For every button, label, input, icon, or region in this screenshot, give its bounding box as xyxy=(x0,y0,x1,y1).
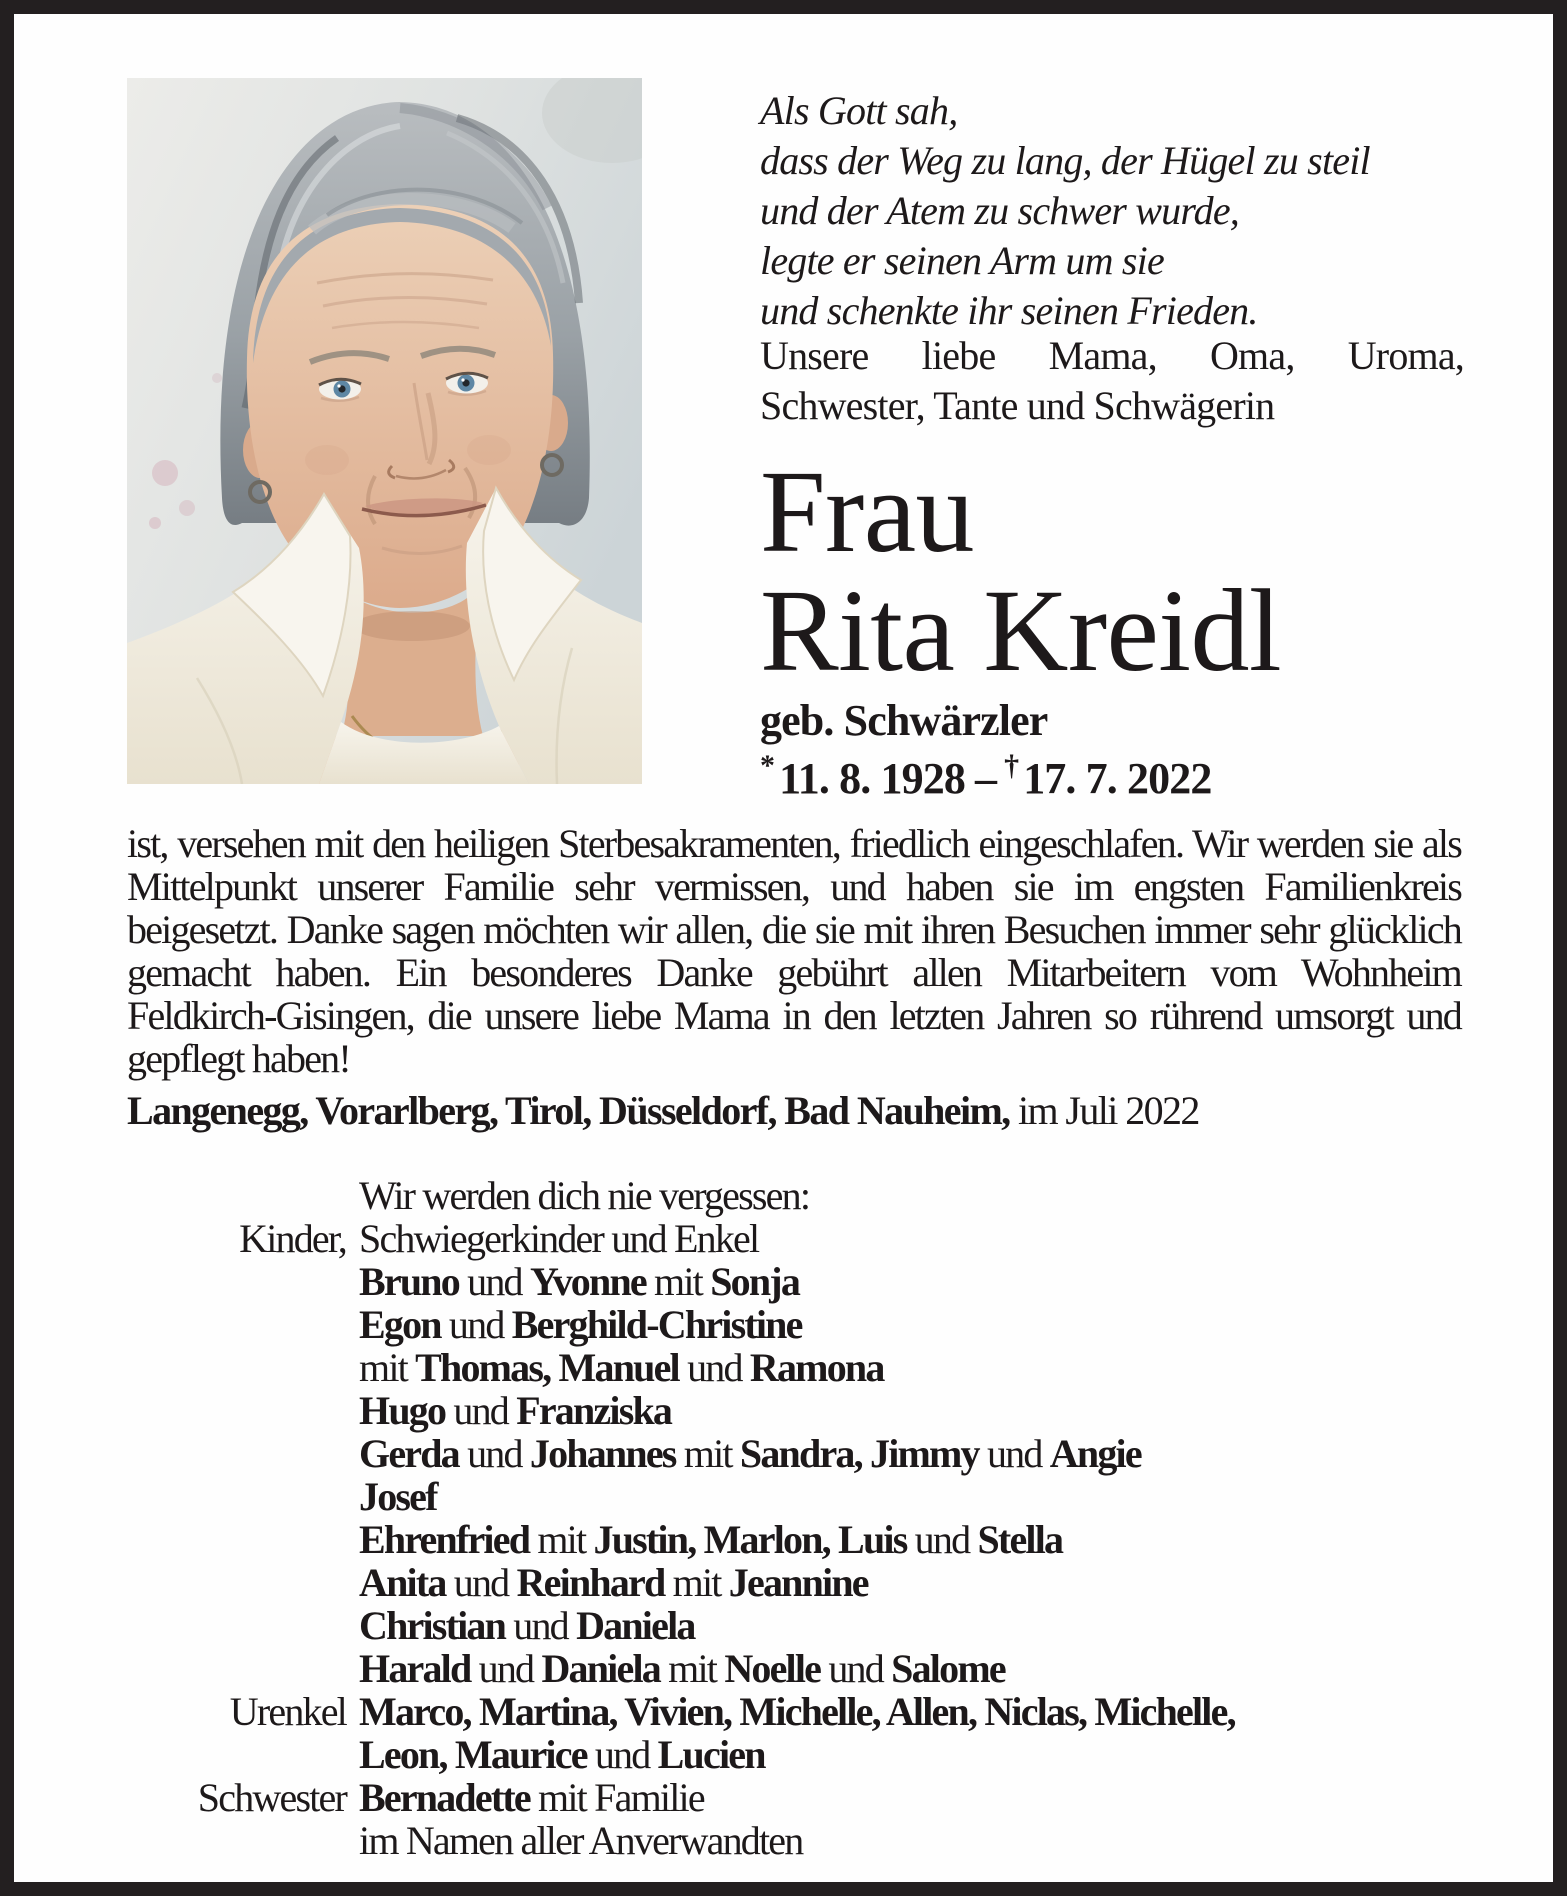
family-name: Leon, Maurice xyxy=(359,1732,587,1777)
connector-text: mit xyxy=(675,1431,740,1476)
family-name: Marco, Martina, Vivien, Michelle, Allen, Niclas, Michelle, xyxy=(359,1689,1235,1734)
names-line xyxy=(359,1346,884,1389)
connector-text: und xyxy=(678,1345,750,1390)
family-name: Stella xyxy=(977,1517,1063,1562)
connector-text: und xyxy=(440,1302,512,1347)
family-row xyxy=(127,1346,1461,1389)
relation-label xyxy=(127,1475,359,1518)
connector-text: und xyxy=(978,1431,1050,1476)
connector-text: Wir werden dich nie vergessen: xyxy=(359,1173,810,1218)
connector-text: mit xyxy=(359,1345,416,1390)
family-name: Daniela xyxy=(541,1646,660,1691)
family-row xyxy=(127,1647,1461,1690)
family-row xyxy=(127,1604,1461,1647)
names-line xyxy=(359,1776,704,1819)
names-line xyxy=(359,1217,758,1260)
names-line xyxy=(359,1260,799,1303)
connector-text: mit Familie xyxy=(529,1775,704,1820)
family-row xyxy=(127,1776,1461,1819)
family-row xyxy=(127,1303,1461,1346)
names-line xyxy=(359,1604,695,1647)
relation-label xyxy=(127,1174,359,1217)
deceased-name: Rita Kreidl xyxy=(760,565,1282,696)
connector-text: und xyxy=(445,1560,517,1605)
names-line xyxy=(359,1174,809,1217)
relation-label xyxy=(127,1561,359,1604)
family-name: Reinhard xyxy=(516,1560,665,1605)
family-name: Johannes xyxy=(529,1431,676,1476)
relation-label xyxy=(127,1303,359,1346)
family-row xyxy=(127,1475,1461,1518)
names-line xyxy=(359,1475,437,1518)
family-row xyxy=(127,1561,1461,1604)
family-row xyxy=(127,1260,1461,1303)
family-name: Salome xyxy=(891,1646,1005,1691)
family-name: Harald xyxy=(359,1646,471,1691)
family-name: Lucien xyxy=(657,1732,765,1777)
connector-text: und xyxy=(906,1517,978,1562)
relation-label xyxy=(127,1432,359,1475)
family-name: Thomas, Manuel xyxy=(415,1345,679,1390)
family-name: Berghild-Christine xyxy=(511,1302,802,1347)
family-name: Daniela xyxy=(576,1603,695,1648)
relation-label xyxy=(127,1604,359,1647)
death-date: 17. 7. 2022 xyxy=(1023,754,1212,804)
relation-label: Kinder, xyxy=(239,1216,346,1261)
names-line xyxy=(359,1561,868,1604)
death-cross-symbol: † xyxy=(1004,749,1019,782)
portrait-svg xyxy=(127,78,642,784)
family-name: Franziska xyxy=(516,1388,672,1433)
family-name: Bernadette xyxy=(359,1775,530,1820)
relation-label: Urenkel xyxy=(229,1689,346,1734)
poem-line: und der Atem zu schwer wurde, xyxy=(760,188,1239,233)
relation-label xyxy=(127,1733,359,1776)
connector-text: und xyxy=(445,1388,517,1433)
family-name: Angie xyxy=(1049,1431,1141,1476)
deceased-title xyxy=(760,446,1464,696)
dates-separator: – xyxy=(974,754,997,804)
family-name: Justin, Marlon, Luis xyxy=(593,1517,907,1562)
salutation: Frau xyxy=(760,446,974,577)
family-name: Egon xyxy=(359,1302,441,1347)
connector-text: und xyxy=(586,1732,658,1777)
connector-text: und xyxy=(470,1646,542,1691)
poem-line: Als Gott sah, xyxy=(760,88,958,133)
intro-text xyxy=(760,331,1464,431)
location-line xyxy=(127,1089,1461,1132)
family-name: Ehrenfried xyxy=(359,1517,530,1562)
connector-text: und xyxy=(820,1646,892,1691)
family-row xyxy=(127,1217,1461,1260)
names-line xyxy=(359,1303,802,1346)
intro-line: Schwester, Tante und Schwägerin xyxy=(760,383,1275,428)
family-name: Josef xyxy=(359,1474,437,1519)
birth-star-symbol: * xyxy=(760,749,775,782)
poem-line: legte er seinen Arm um sie xyxy=(760,238,1164,283)
birth-date: 11. 8. 1928 xyxy=(779,754,965,804)
poem-line: dass der Weg zu lang, der Hügel zu steil xyxy=(760,138,1370,183)
connector-text: und xyxy=(458,1259,530,1304)
family-name: Sonja xyxy=(710,1259,800,1304)
family-name: Ramona xyxy=(749,1345,884,1390)
connector-text: mit xyxy=(645,1259,711,1304)
connector-text: mit xyxy=(664,1560,729,1605)
family-name: Jeannine xyxy=(728,1560,868,1605)
location-places: Langenegg, Vorarlberg, Tirol, Düsseldorf, Bad Nauheim, xyxy=(127,1088,1010,1133)
location-date: im Juli 2022 xyxy=(1018,1088,1199,1133)
family-row xyxy=(127,1432,1461,1475)
family-row xyxy=(127,1690,1461,1733)
family-row xyxy=(127,1733,1461,1776)
relation-label xyxy=(127,1389,359,1432)
family-row xyxy=(127,1819,1461,1862)
maiden-name: geb. Schwärzler xyxy=(760,696,1048,745)
family-list xyxy=(127,1174,1461,1862)
connector-text: und xyxy=(505,1603,577,1648)
names-line xyxy=(359,1819,802,1862)
poem-line: und schenkte ihr seinen Frieden. xyxy=(760,288,1258,333)
family-name: Hugo xyxy=(359,1388,446,1433)
names-line xyxy=(359,1432,1141,1475)
names-line xyxy=(359,1690,1235,1733)
portrait-photo xyxy=(127,78,642,784)
relation-label xyxy=(127,1819,359,1862)
family-name: Bruno xyxy=(359,1259,459,1304)
family-row xyxy=(127,1174,1461,1217)
family-name: Sandra, Jimmy xyxy=(739,1431,979,1476)
names-line xyxy=(359,1518,1062,1561)
family-row xyxy=(127,1518,1461,1561)
connector-text: Schwiegerkinder und Enkel xyxy=(359,1216,759,1261)
family-name: Gerda xyxy=(359,1431,459,1476)
relation-label xyxy=(127,1346,359,1389)
names-line xyxy=(359,1389,671,1432)
family-name: Yvonne xyxy=(529,1259,646,1304)
relation-label xyxy=(127,1260,359,1303)
relation-label: Schwester xyxy=(197,1775,346,1820)
family-name: Christian xyxy=(359,1603,506,1648)
obituary-body-text: ist, versehen mit den heiligen Sterbesakramenten, friedlich eingeschlafen. Wir werden sie als Mittelpunkt unserer Familie sehr vermissen, und haben sie im engsten Familienkreis beigesetzt. Danke sagen möchten wir allen, die sie mit ihren Besuchen immer sehr glücklich gemacht haben. Ein besonderes Danke gebührt allen Mitarbeitern vom Wohnheim Feldkirch-Gisingen, die unsere liebe Mama in den letzten Jahren so rührend umsorgt und gepflegt haben! xyxy=(127,821,1461,1081)
family-row xyxy=(127,1389,1461,1432)
relation-label xyxy=(127,1647,359,1690)
connector-text: im Namen aller Anverwandten xyxy=(359,1818,803,1863)
relation-label xyxy=(127,1518,359,1561)
connector-text: mit xyxy=(659,1646,725,1691)
life-dates xyxy=(760,742,1464,803)
connector-text: mit xyxy=(529,1517,594,1562)
family-name: Noelle xyxy=(724,1646,821,1691)
memorial-poem xyxy=(760,86,1464,336)
names-line xyxy=(359,1647,1005,1690)
family-name: Anita xyxy=(359,1560,446,1605)
intro-line: Unsere liebe Mama, Oma, Uroma, xyxy=(760,333,1464,378)
connector-text: und xyxy=(458,1431,530,1476)
names-line xyxy=(359,1733,765,1776)
